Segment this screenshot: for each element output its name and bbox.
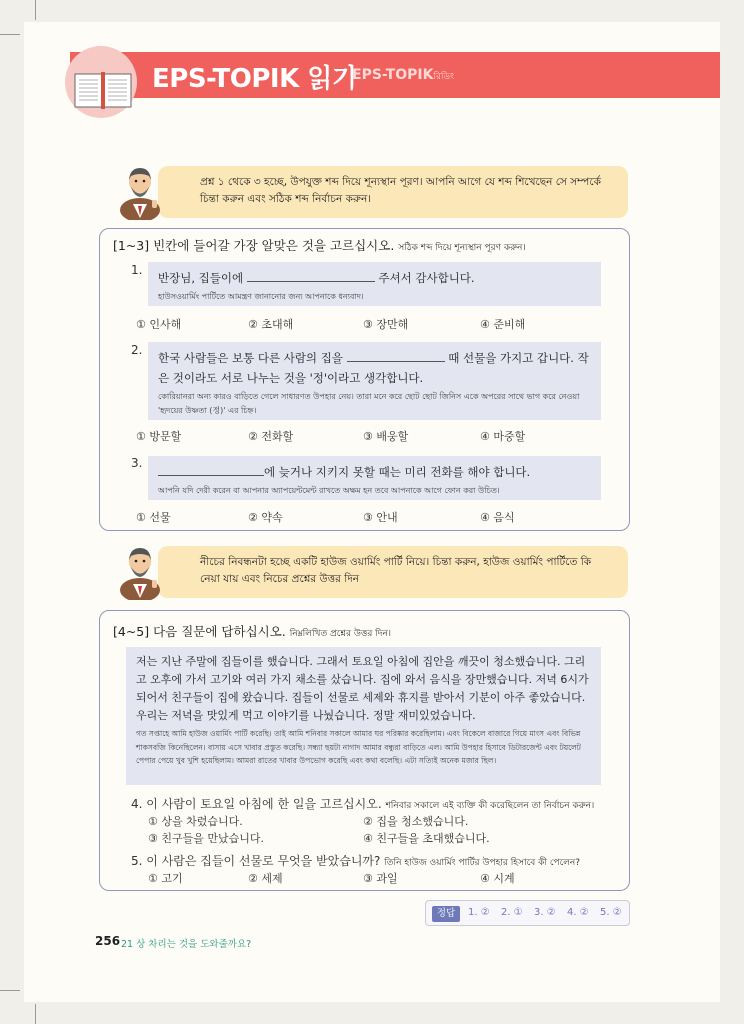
question-5-option-4[interactable]: ④ 시계 [480,872,515,885]
teacher-icon [116,540,164,600]
open-book-icon [74,70,132,110]
instruction-bubble-1: প্রশ্ন ১ থেকে ৩ হচ্ছে, উপযুক্ত শব্দ দিয়ে শূন্যস্থান পূরণ। আপনি আগে যে শব্দ শিখেছেন সে সম্পর্কে চিন্তা করুন এবং সঠিক শব্দ নির্বাচন করুন। [158,166,628,218]
answer-item: 1. ② [468,907,490,918]
answer-item: 5. ② [600,907,622,918]
answer-key-label: 정답 [432,906,460,922]
chapter-title: 21 상 차리는 것을 도와줄까요? [121,939,252,950]
crop-mark [0,34,20,35]
question-4-option-3[interactable]: ③ 친구들을 만났습니다. [148,832,264,845]
question-2-option-2[interactable]: ② 전화할 [248,430,294,443]
question-4-option-4[interactable]: ④ 친구들을 초대했습니다. [363,832,490,845]
answer-key [425,900,630,926]
answer-blank [158,464,264,476]
answer-blank [347,350,445,362]
reading-passage: 저는 지난 주말에 집들이를 했습니다. 그래서 토요일 아침에 집안을 깨끗이 청소했습니다. 그리고 오후에 가서 고기와 여러 가지 채소를 샀습니다. 집에 와서 음식을 장만했습니다. 저녁 6시가 되어서 친구들이 집에 왔습니다. 집들이 선물로 세제와 휴지를 받아서 기분이 아주 좋았습니다. 우리는 저녁을 맛있게 먹고 이야기를 나눴습니다. 정말 재미있었습니다. গত সপ্তাহে আমি হাউজ ওয়ার্মিং পার্টি করেছি। তাই আমি শনিবার সকালে আমার ঘর পরিষ্কার করেছিলাম। এবং বিকেলে বাজারে গিয়ে মাংস এবং বিভিন্ন শাকসবজি কিনেছিলেন। বাসায় এসে খাবার প্রস্তুত করেছি। সন্ধ্যা ছয়টা নাগাদ আমার বন্ধুরা বাড়িতে এল। আমি উপহার হিসাবে ডিটারজেন্ট এবং টয়লেট পেপার পেয়ে খুব খুশি হয়েছিলাম। আমরা রাতের খাবার উপভোগ করেছি এবং কথা বলেছি। এটা সত্যিই অনেক মজার ছিল। [126,647,601,785]
question-4-option-1[interactable]: ① 상을 차렸습니다. [148,815,243,828]
question-5-option-2[interactable]: ② 세제 [248,872,283,885]
question-number: 3. [131,456,143,470]
question-number: 1. [131,263,143,277]
question-5-option-3[interactable]: ③ 과일 [363,872,398,885]
question-3-option-1[interactable]: ① 선물 [136,511,171,524]
crop-mark [35,1004,36,1024]
page-title: EPS-TOPIK 읽기 [152,64,357,94]
question-4-option-2[interactable]: ② 집을 청소했습니다. [363,815,469,828]
instruction-bubble-2: নীচের নিবন্ধনটা হচ্ছে একটি হাউজ ওয়ার্মিং পার্টি নিয়ে। চিন্তা করুন, হাউজ ওয়ার্মিং পার্টিতে কি নেয়া যায় এবং নিচের প্রশ্নের উত্তর দিন [158,546,628,598]
question-2-option-1[interactable]: ① 방문할 [136,430,182,443]
page-number: 256 [95,934,121,948]
question-3-option-2[interactable]: ② 약속 [248,511,283,524]
crop-mark [35,0,36,20]
question-3-option-3[interactable]: ③ 안내 [363,511,398,524]
question-2-option-4[interactable]: ④ 마중할 [480,430,526,443]
question-2-passage: 한국 사람들은 보통 다른 사람의 집을 때 선물을 가지고 갑니다. 작은 것이라도 서로 나누는 것을 '정'이라고 생각합니다. কোরিয়ানরা অন্য কারও বাড়িতে গেলে সাধারণত উপহার নেয়। তারা মনে করে ছোট ছোট জিনিস একে অপরের সাথে ভাগ করে নেওয়া 'হৃদয়ের উষ্ণতা (정)' এর চিহ্ন। [148,342,601,420]
page-subtitle: EPS-TOPIKরিডিং [352,67,455,83]
question-5-option-1[interactable]: ① 고기 [148,872,183,885]
answer-blank [247,270,375,282]
question-number: 2. [131,343,143,357]
section-heading-2: [4~5] 다음 질문에 답하십시오. নিম্নলিখিত প্রশ্নের উত্তর দিন। [113,624,392,639]
crop-mark [0,990,20,991]
question-1-option-4[interactable]: ④ 준비해 [480,318,526,331]
teacher-icon [116,160,164,220]
question-1-passage: 반장님, 집들이에 주셔서 감사합니다. হাউসওয়ার্মিং পার্টিতে আমন্ত্রণ জানানোর জন্য আপনাকে ধন্যবাদ। [148,262,601,306]
answer-item: 4. ② [567,907,589,918]
question-3-passage: 에 늦거나 지키지 못할 때는 미리 전화를 해야 합니다. আপনি যদি দেরী করেন বা আপনার অ্যাপয়েন্টমেন্ট রাখতে অক্ষম হন তবে আপনাকে আগে ফোন করা উচিত। [148,456,601,500]
question-1-option-2[interactable]: ② 초대해 [248,318,294,331]
question-5: 5. 이 사람은 집들이 선물로 무엇을 받았습니까? তিনি হাউজ ওয়ার্মিং পার্টির উপহার হিসাবে কী পেলেন? [131,854,581,868]
question-4: 4. 이 사람이 토요일 아침에 한 일을 고르십시오. শনিবার সকালে এই ব্যক্তি কী করেছিলেন তা নির্বাচন করুন। [131,797,595,811]
question-3-option-4[interactable]: ④ 음식 [480,511,515,524]
question-1-option-3[interactable]: ③ 장만해 [363,318,409,331]
question-1-option-1[interactable]: ① 인사해 [136,318,182,331]
section-heading-1: [1~3] 빈칸에 들어갈 가장 알맞은 것을 고르십시오. সঠিক শব্দ দিয়ে শূন্যস্থান পূরণ করুন। [113,238,526,253]
answer-item: 2. ① [501,907,523,918]
question-2-option-3[interactable]: ③ 배웅할 [363,430,409,443]
answer-item: 3. ② [534,907,556,918]
